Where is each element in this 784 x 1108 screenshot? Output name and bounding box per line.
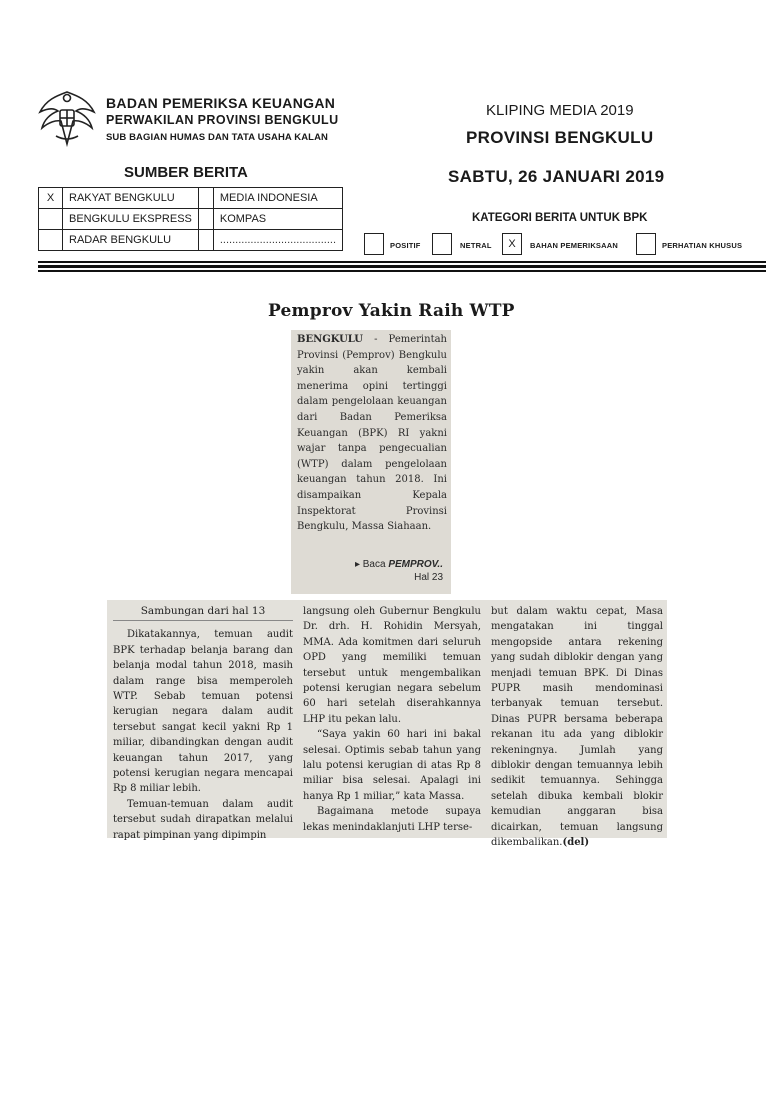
paragraph-text: but dalam waktu cepat, Masa mengatakan ini tinggal mengopside antara rekening yang sudah diblokir dengan yang menjadi temuan BPK. Di Dinas PUPR masih mendominasi terbanyak temuan tersebut. Dinas PUPR bersama beberapa rekanan itu ada yang diblokir rekeningnya. Jumlah yang diblokir dengan temuannya lebih sedikit temuannya. Sehingga setelah dibuka kembali blokir kemudian anggaran bisa dicairkan, temuan langsung dikembalikan. [491, 606, 663, 849]
garuda-emblem-icon [36, 86, 98, 148]
source-row [39, 209, 343, 230]
paragraph [491, 604, 663, 851]
baca-ref: PEMPROV.. [388, 559, 443, 570]
category-label-perhatian: PERHATIAN KHUSUS [662, 241, 743, 250]
source-row [39, 230, 343, 251]
category-checkbox-bahan: X [502, 233, 522, 255]
source-checkbox [39, 230, 63, 251]
kliping-title: KLIPING MEDIA 2019 [486, 102, 634, 119]
sumber-berita-title: SUMBER BERITA [124, 164, 248, 181]
source-name: BENGKULU EKSPRESS [63, 209, 199, 230]
continuation-header: Sambungan dari hal 13 [113, 604, 293, 621]
source-checkbox [198, 209, 213, 230]
category-label-positif: POSITIF [390, 241, 421, 250]
lead-clipping [291, 330, 451, 594]
paragraph: Temuan-temuan dalam audit tersebut sudah dirapatkan melalui rapat pimpinan yang dipimpin [113, 798, 293, 841]
baca-page: Hal 23 [414, 572, 443, 583]
source-checkbox: X [39, 188, 63, 209]
date-title: SABTU, 26 JANUARI 2019 [448, 167, 665, 186]
source-name: RADAR BENGKULU [63, 230, 199, 251]
source-row [39, 188, 343, 209]
org-name-line1: BADAN PEMERIKSA KEUANGAN [106, 95, 336, 111]
source-name: KOMPAS [213, 209, 342, 230]
paragraph: langsung oleh Gubernur Bengkulu Dr. drh. H. Rohidin Mersyah, MMA. Ada komitmen dari seluruh OPD yang memiliki temuan tersebut untuk mengembalikan potensi kerugian negara sebelum 60 hari setelah diserahkannya LHP itu pekan lalu. [303, 606, 481, 725]
author-sign: (del) [562, 837, 590, 849]
source-checkbox [198, 230, 213, 251]
continuation-clipping [107, 600, 667, 849]
lead-paragraph [297, 332, 447, 535]
header-divider-bottom [38, 270, 766, 272]
category-label-netral: NETRAL [460, 241, 492, 250]
category-title: KATEGORI BERITA UNTUK BPK [472, 212, 648, 224]
column-2 [303, 604, 481, 835]
header-divider-middle [38, 265, 766, 268]
org-name-line2: PERWAKILAN PROVINSI BENGKULU [106, 113, 339, 127]
source-checkbox [198, 188, 213, 209]
source-name-blank: ...................................... [213, 230, 342, 251]
arrow-icon: ▸ [354, 559, 363, 570]
news-source-table [38, 187, 343, 251]
source-name: MEDIA INDONESIA [213, 188, 342, 209]
column-3 [491, 604, 663, 851]
dateline: BENGKULU [297, 334, 364, 345]
article-headline: Pemprov Yakin Raih WTP [268, 301, 515, 321]
header-divider-top [38, 261, 766, 263]
paragraph: Bagaimana metode supaya lekas menindaklanjuti LHP terse- [303, 806, 481, 833]
continued-reference [355, 558, 443, 584]
category-checkbox-perhatian [636, 233, 656, 255]
category-checkbox-positif [364, 233, 384, 255]
province-title: PROVINSI BENGKULU [466, 128, 654, 147]
source-checkbox [39, 209, 63, 230]
category-checkbox-netral [432, 233, 452, 255]
paragraph: Dikatakannya, temuan audit BPK terhadap belanja barang dan belanja modal tahun 2018, masih dalam range bisa memperoleh WTP. Sebab temuan potensi kerugian negara dalam audit tersebut sangat kecil yakni Rp 1 miliar, dibandingkan dengan audit keuangan tahun 2017, yang potensi kerugian negara mencapai Rp 8 miliar lebih. [113, 629, 293, 795]
lead-text: - Pemerintah Provinsi (Pemprov) Bengkulu yakin akan kembali menerima opini tertinggi dalam pengelolaan keuangan dari Badan Pemeriksa Keuangan (BPK) RI yakni wajar tanpa pengecualian (WTP) dalam pengelolaan keuangan tahun 2018. Ini disampaikan Kepala Inspektorat Provinsi Bengkulu, Massa Siahaan. [297, 334, 447, 533]
org-name-line3: SUB BAGIAN HUMAS DAN TATA USAHA KALAN [106, 132, 329, 143]
baca-prefix: Baca [362, 559, 389, 570]
category-label-bahan: BAHAN PEMERIKSAAN [530, 241, 618, 250]
column-1 [113, 604, 293, 843]
paragraph: “Saya yakin 60 hari ini bakal selesai. Optimis sebab tahun yang lalu potensi kerugian di atas Rp 8 miliar bisa selesai. Apalagi ini hanya Rp 1 miliar,” kata Massa. [303, 729, 481, 802]
source-name: RAKYAT BENGKULU [63, 188, 199, 209]
